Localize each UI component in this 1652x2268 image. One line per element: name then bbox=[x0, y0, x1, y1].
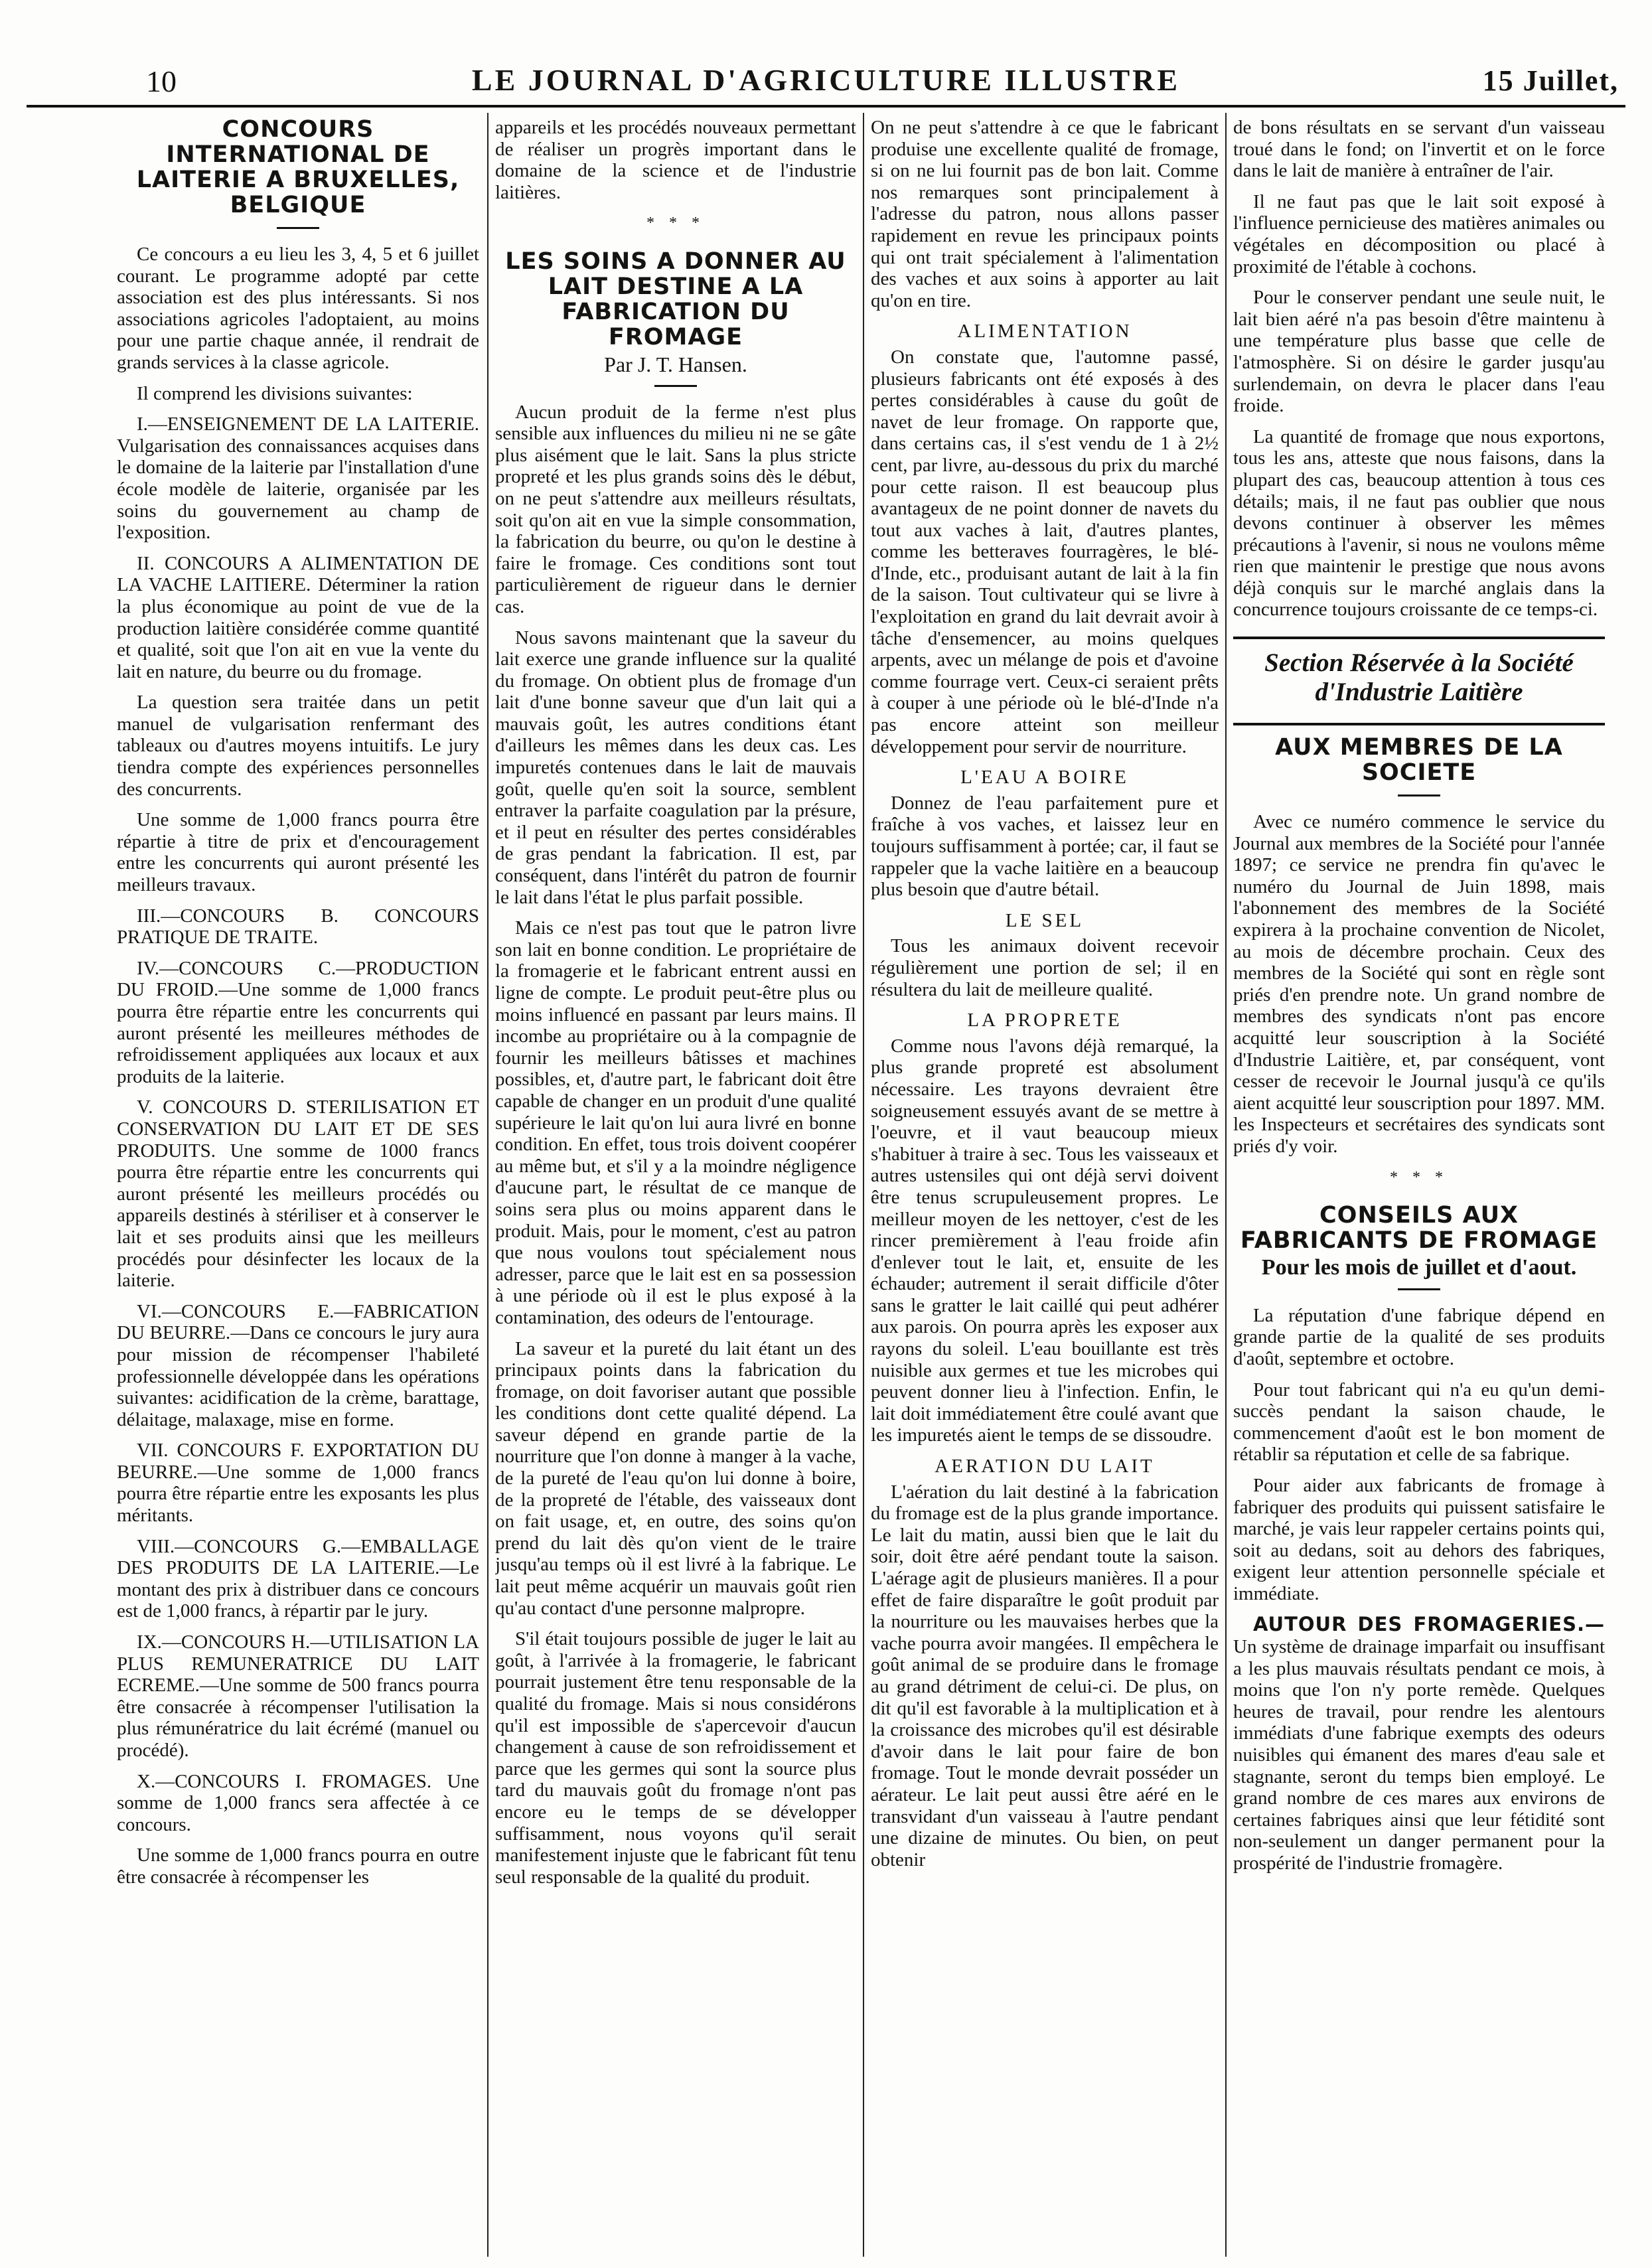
paragraph: V. CONCOURS D. STERILISATION ET CONSERVATION DU LAIT ET DE SES PRODUITS. Une somme de 1000 francs pourra être répartie entre les concurrents qui auront présenté les meilleurs procédés ou appareils destinés à stériliser et à conserver le lait et ses produits ainsi que les meilleurs procédés pour désinfecter les locaux de la laiterie. bbox=[117, 1096, 479, 1292]
column-1 bbox=[117, 117, 479, 2251]
paragraph: La quantité de fromage que nous exportons, tous les ans, atteste que nous faisons, dans la plupart des cas, beaucoup attention à tous ces détails; mais, il ne faut pas oublier que nous devons continuer à observer les mêmes précautions à l'avenir, si nous ne voulons même rien que maintenir le prestige que nous avons déjà conquis sur le marché anglais dans la concurrence toujours croissante de ce temps-ci. bbox=[1233, 425, 1605, 621]
paragraph: Pour tout fabricant qui n'a eu qu'un demi-succès pendant la saison chaude, le commencement d'août est le bon moment de rétablir sa réputation et celle de sa fabrique. bbox=[1233, 1379, 1605, 1466]
divider bbox=[1398, 1288, 1440, 1290]
divider bbox=[654, 385, 697, 387]
article-body-soins bbox=[495, 402, 856, 1888]
paragraph: Mais ce n'est pas tout que le patron livre son lait en bonne condition. Le propriétaire de la fromagerie et le fabricant entrent aussi en ligne de compte. Le produit peut-être plus ou moins influencé en passant par leurs mains. Il incombe au propriétaire ou à la compagnie de fournir les meilleurs bâtisses et machines possibles, et, d'autre part, le fabricant doit être capable de changer en un produit d'une qualité supérieure le lait qu'on lui aura livré en bonne condition. En effet, tous trois doivent coopérer au même but, et s'il y a la moindre négligence d'aucune part, le résultat de ce manque de soins sera plus ou moins apparent dans le produit. Mais, pour le moment, c'est au patron que nous voulons tout spécialement nous adresser, parce que le lait est en sa possession à une période où il est le plus exposé à la contamination, des odeurs de l'entourage. bbox=[495, 917, 856, 1328]
ornament-stars: * * * bbox=[646, 214, 705, 232]
paragraph: On constate que, l'automne passé, plusieurs fabricants ont été exposés à des pertes considérables à cause du goût de navet de leur fromage. On rapporte que, dans certains cas, il s'est vendu de 1 à 2½ cent, par livre, au-dessous du prix du marché pour cette raison. Il est beaucoup plus avantageux de ne point donner de navets du tout aux vaches à lait, d'autres plantes, comme les betteraves fourragères, le blé-d'Inde, etc., produisant autant de lait à la fin de la saison. Tout cultivateur qui se livre à l'exploitation en grand du lait devrait avoir à tâche d'ensemencer, au moins quelques arpents, avec un mélange de pois et d'avoine comme fourrage vert. Ceux-ci seraient prêts à couper à une période où le blé-d'Inde n'a pas encore atteint son meilleur développement pour servir de nourriture. bbox=[871, 346, 1219, 757]
paragraph: VI.—CONCOURS E.—FABRICATION DU BEURRE.—Dans ce concours le jury aura pour mission de récompenser l'habileté professionnelle développée dans les opérations suivantes: acidification de la crème, barattage, délaitage, malaxage, mise en forme. bbox=[117, 1300, 479, 1430]
issue-date: 15 Juillet, bbox=[1482, 64, 1619, 97]
paragraph: Pour le conserver pendant une seule nuit, le lait bien aéré n'a pas besoin d'être maintenu à une température plus basse que celle de l'atmosphère. Si on désire le garder jusqu'au surlendemain, on devra le placer dans l'eau froide. bbox=[1233, 287, 1605, 417]
paragraph: de bons résultats en se servant d'un vaisseau troué dans le fond; on l'invertit et on le force dans le lait de manière à entraîner de l'air. bbox=[1233, 117, 1605, 182]
paragraph: Il comprend les divisions suivantes: bbox=[137, 382, 413, 404]
paragraph: Avec ce numéro commence le service du Journal aux membres de la Société pour l'année 1897; ce service ne prendra fin qu'avec le numéro du Journal de Juin 1898, mais l'abonnement des membres de la Société expirera à la prochaine convention de Nicolet, au mois de décembre prochain. Ceux des membres de la Société qui sont en règle sont priés d'en prendre note. Un grand nombre de membres des syndicats n'ont pas encore acquitté leur souscription à la Société d'Industrie Laitière, et, par conséquent, vont cesser de recevoir le Journal jusqu'à ce qu'ils aient acquitté leur souscription pour 1897. MM. les Inspecteurs et secrétaires des syndicats sont priés d'y voir. bbox=[1233, 811, 1605, 1157]
article-title-conseils: CONSEILS AUX FABRICANTS DE FROMAGE bbox=[1240, 1202, 1598, 1254]
paragraph: Comme nous l'avons déjà remarqué, la plus grande propreté est absolument nécessaire. Les trayons devraient être soigneusement essuyés avant de se mettre à l'oeuvre, et il vaut beaucoup mieux s'habituer à traire à sec. Tous les vaisseaux et autres ustensiles qui ont déjà servi doivent être tenus scrupuleusement propres. Le meilleur moyen de les nettoyer, c'est de les rincer premièrement à l'eau froide afin d'enlever tout le lait, et, ensuite de les échauder; autrement il serait difficile d'ôter sans le gratter le lait caillé qui peut adhérer aux parois. On pourra après les exposer aux rayons du soleil. L'eau bouillante est très nuisible aux germes et tue les microbes qui peuvent donner lieu à l'infection. Enfin, le lait doit immédiatement être coulé avant que les impuretés aient le temps de se dissoudre. bbox=[871, 1035, 1219, 1446]
journal-title: LE JOURNAL D'AGRICULTURE ILLUSTRE bbox=[471, 63, 1181, 97]
paragraph-text: Un système de drainage imparfait ou insuffisant a les plus mauvais résultats pendant ce mois, à moins que l'on n'y porte remède. Quelques heures de travail, pour rendre les alentours immédiats d'une fabrique exempts des odeurs nuisibles qui émanent des mares d'eau sale et stagnante, seront du temps bien employé. Le grand nombre de ces mares aux environs de certaines fabriques ainsi que leur fétidité sont non-seulement un danger permanent pour la prospérité de l'industrie fromagère. bbox=[1233, 1636, 1605, 1874]
article-title-concours: CONCOURS INTERNATIONAL DE LAITERIE A BRUXELLES, BELGIQUE bbox=[136, 117, 460, 218]
paragraph: VII. CONCOURS F. EXPORTATION DU BEURRE.—Une somme de 1,000 francs pourra être répartie entre les exposants les plus méritants. bbox=[117, 1440, 479, 1527]
paragraph: I.—ENSEIGNEMENT DE LA LAITERIE. Vulgarisation des connaissances acquises dans le domaine de la laiterie par l'installation d'une école modèle de laiterie, organisée par les soins du gouvernement au champ de l'exposition. bbox=[117, 414, 479, 544]
section-heading: L'EAU A BOIRE bbox=[960, 767, 1129, 789]
column-rule bbox=[1225, 113, 1227, 2257]
paragraph: appareils et les procédés nouveaux permettant de réaliser un progrès important dans le domaine de la science et de l'industrie laitières. bbox=[495, 117, 856, 203]
paragraph: Ce concours a eu lieu les 3, 4, 5 et 6 juillet courant. Le programme adopté par cette association est des plus intéressants. Si nos associations agricoles l'adoptaient, au moins pour une partie chaque année, il rendrait de grands services à la classe agricole. bbox=[117, 244, 479, 373]
article-subtitle: Pour les mois de juillet et d'aout. bbox=[1261, 1255, 1577, 1280]
section-heading: AERATION DU LAIT bbox=[935, 1456, 1155, 1477]
paragraph: Aucun produit de la ferme n'est plus sensible aux influences du milieu ni ne se gâte plus aisément que le lait. Sans la plus stricte propreté et les plus grands soins dès le début, on ne peut s'attendre aux meilleurs résultats, soit qu'on ait en vue la simple consommation, la fabrication du beurre, ou qu'on le destine à faire le fromage. Ces conditions sont tout particulièrement de rigueur dans le dernier cas. bbox=[495, 401, 856, 617]
paragraph: On ne peut s'attendre à ce que le fabricant produise une excellente qualité de fromage, si on ne lui fournit pas de bon lait. Comme nos remarques sont principalement à l'adresse du patron, nous allons passer rapidement en revue les principaux points qui ont trait spécialement à l'alimentation des vaches et aux soins à apporter au lait qu'on en tire. bbox=[871, 117, 1219, 311]
column-rule bbox=[487, 113, 488, 2257]
paragraph: VIII.—CONCOURS G.—EMBALLAGE DES PRODUITS DE LA LAITERIE.—Le montant des prix à distribuer dans ce concours est de 1,000 francs, à répartir par le jury. bbox=[117, 1535, 479, 1622]
paragraph: La réputation d'une fabrique dépend en grande partie de la qualité de ses produits d'août, septembre et octobre. bbox=[1233, 1304, 1605, 1369]
paragraph: Donnez de l'eau parfaitement pure et fraîche à vos vaches, et laissez leur en toujours suffisamment à portée; car, il faut se rappeler que la vache laitière en a beaucoup plus besoin que d'autre bétail. bbox=[871, 792, 1219, 901]
column-3 bbox=[871, 117, 1219, 2251]
paragraph: S'il était toujours possible de juger le lait au goût, à l'arrivée à la fromagerie, le fabricant pourrait justement être tenu responsable de la qualité du fromage. Mais si nous considérons qu'il est impossible de s'apercevoir d'aucun changement à cause de son refroidissement et parce que les germes qui sont la source plus tard du mauvais goût du fromage n'ont pas encore eu le temps de se développer suffisamment, nous voyons qu'il serait manifestement injuste que le fabricant fût tenu seul responsable de la qualité du produit. bbox=[495, 1628, 856, 1888]
paragraph-autour bbox=[1233, 1614, 1605, 1874]
divider bbox=[277, 227, 319, 229]
paragraph: II. CONCOURS A ALIMENTATION DE LA VACHE LAITIERE. Déterminer la ration la plus économique au point de vue de la production laitière considérée comme quantité et qualité, soit que l'on ait en vue la vente du lait en nature, du beurre ou du fromage. bbox=[117, 552, 479, 682]
section-banner: Section Réservée à la Société d'Industrie Laitière bbox=[1264, 648, 1574, 707]
paragraph: L'aération du lait destiné à la fabrication du fromage est de la plus grande importance. Le lait du matin, aussi bien que le lait du soir, doit être aéré pendant toute la saison. L'aérage agit de plusieurs manières. Il a pour effet de faire disparaître le goût produit par la nourriture ou les mauvaises herbes que la vache pourra avoir mangées. Il empêchera le goût animal de se produire dans le fromage au grand détriment de celui-ci. De plus, on dit qu'il est favorable à la multiplication et à la croissance des microbes qu'il est désirable d'avoir dans le lait pour faire de bon fromage. Tout le monde devrait posséder un aérateur. Le lait peut aussi être aéré en le transvidant d'un vaisseau à l'autre pendant une dizaine de minutes. Ou bien, on peut obtenir bbox=[871, 1481, 1219, 1870]
article-title-membres: AUX MEMBRES DE LA SOCIETE bbox=[1275, 734, 1563, 787]
paragraph: Il ne faut pas que le lait soit exposé à l'influence pernicieuse des matières animales ou végétales en décomposition ou placé à proximité de l'étable à cochons. bbox=[1233, 190, 1605, 277]
article-body-concours bbox=[117, 244, 479, 1888]
runin-heading: AUTOUR DES FROMAGERIES.— bbox=[1253, 1613, 1605, 1636]
paragraph: La saveur et la pureté du lait étant un des principaux points dans la fabrication du fromage, on doit favoriser autant que possible les conditions dont cette qualité dépend. La saveur dépend en grande partie de la nourriture que l'on donne à manger à la vache, de la pureté de l'eau qu'on lui donne à boire, de la propreté de l'étable, des vaisseaux dont on fait usage, et, en outre, des soins qu'on prend du lait dès qu'on vient de le traire jusqu'au temps où il est livré à la fabrique. Le lait peut même acquérir un mauvais goût rien qu'au contact d'une personne malpropre. bbox=[495, 1337, 856, 1619]
section-rule bbox=[1233, 723, 1605, 725]
paragraph: X.—CONCOURS I. FROMAGES. Une somme de 1,000 francs sera affectée à ce concours. bbox=[117, 1770, 479, 1835]
paragraph: III.—CONCOURS B. CONCOURS PRATIQUE DE TRAITE. bbox=[117, 905, 479, 948]
paragraph: La question sera traitée dans un petit manuel de vulgarisation renfermant des tableaux ou d'autres moyens intuitifs. Le jury tiendra compte des expériences personnelles des concurrents. bbox=[117, 692, 479, 800]
byline: Par J. T. Hansen. bbox=[604, 352, 747, 376]
paragraph: Une somme de 1,000 francs pourra en outre être consacrée à récompenser les bbox=[117, 1845, 479, 1888]
column-4 bbox=[1233, 117, 1605, 2251]
section-rule bbox=[1233, 637, 1605, 639]
section-heading: ALIMENTATION bbox=[957, 321, 1132, 342]
page-number: 10 bbox=[146, 64, 177, 98]
article-title-soins: LES SOINS A DONNER AU LAIT DESTINE A LA FABRICATION DU FROMAGE bbox=[505, 248, 846, 350]
paragraph: Pour aider aux fabricants de fromage à fabriquer des produits qui puissent satisfaire le marché, je vais leur rappeler certains points qui, soit au dedans, soit au dehors des fabriques, exigent leur attention personnelle spéciale et immédiate. bbox=[1233, 1474, 1605, 1604]
page-header bbox=[27, 58, 1625, 108]
paragraph: IX.—CONCOURS H.—UTILISATION LA PLUS REMUNERATRICE DU LAIT ECREME.—Une somme de 500 francs pourra être consacrée à récompenser l'utilisation la plus rémunératrice du lait écrémé (manuel ou procédé). bbox=[117, 1631, 479, 1761]
paragraph: Tous les animaux doivent recevoir régulièrement une portion de sel; il en résultera du lait de meilleure qualité. bbox=[871, 935, 1219, 1000]
divider bbox=[1398, 794, 1440, 796]
paragraph: Une somme de 1,000 francs pourra être répartie à titre de prix et d'encouragement entre les concurrents qui auront présenté les meilleurs travaux. bbox=[117, 809, 479, 896]
section-heading: LE SEL bbox=[1005, 909, 1085, 931]
section-heading: LA PROPRETE bbox=[967, 1010, 1122, 1031]
ornament-stars: * * * bbox=[1390, 1168, 1448, 1186]
paragraph: Nous savons maintenant que la saveur du lait exerce une grande influence sur la qualité du fromage. On obtient plus de fromage d'un lait d'une bonne saveur que d'un lait qui a mauvais goût, les autres conditions étant d'ailleurs les mêmes dans les deux cas. Les impuretés contenues dans le lait de mauvais goût, quelle qu'en soit la source, semblent entraver la parfaite coagulation par la présure, et il peut en résulter des pertes considérables de gras pendant la fabrication. Il est, par conséquent, dans l'intérêt du patron de fournir le lait dans l'état le plus parfait possible. bbox=[495, 627, 856, 908]
paragraph: IV.—CONCOURS C.—PRODUCTION DU FROID.—Une somme de 1,000 francs pourra être répartie entre les concurrents qui auront présenté les meilleures méthodes de refroidissement appliquées aux locaux et aux produits de la laiterie. bbox=[117, 957, 479, 1087]
column-rule bbox=[863, 113, 864, 2257]
column-2 bbox=[495, 117, 856, 2251]
